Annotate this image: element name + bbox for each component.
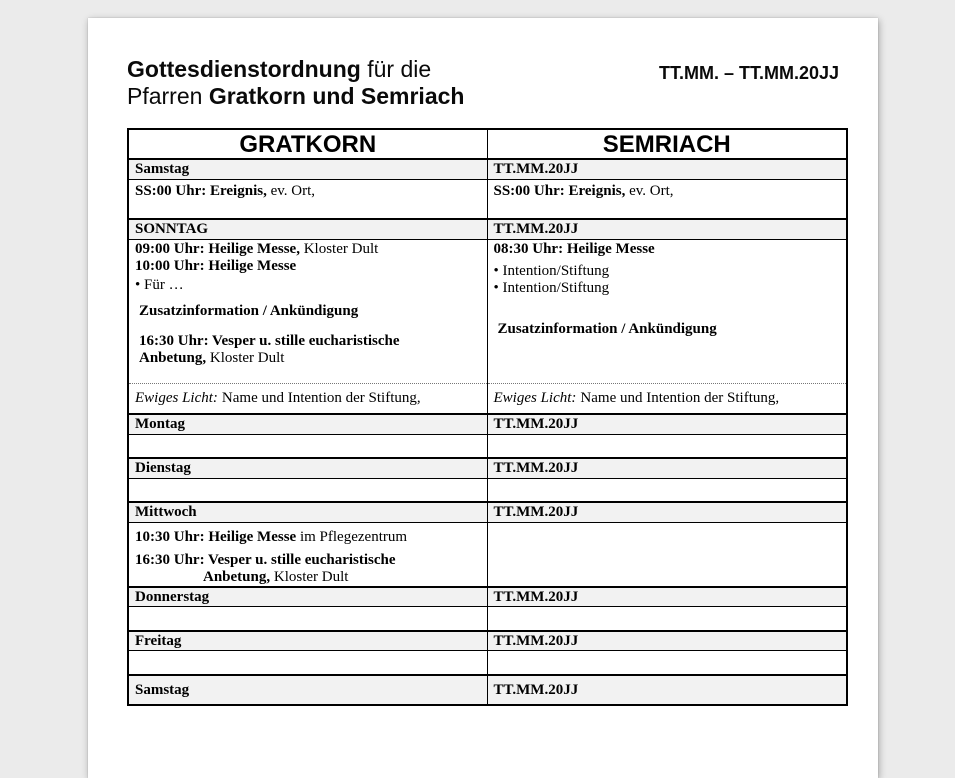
title-bold-part: Gratkorn und Semriach: [208, 83, 465, 109]
saturday-gratkorn-cell: [128, 179, 487, 219]
eternal-light-line: [494, 390, 841, 407]
day-label-cell: [128, 219, 487, 239]
column-header-gratkorn: GRATKORN: [128, 129, 487, 159]
monday-content-row: [128, 434, 847, 458]
wednesday-semriach-cell: [487, 522, 847, 587]
mass-time-title: 10:30 Uhr: Heilige Messe: [135, 528, 297, 545]
additional-info-heading: Zusatzinformation / Ankündigung: [139, 302, 359, 319]
intention-bullet: • Intention/Stiftung: [493, 262, 610, 279]
event-line: [494, 183, 841, 200]
date-placeholder: TT.MM.20JJ: [493, 504, 579, 521]
day-label: Freitag: [135, 632, 182, 649]
date-range-placeholder: TT.MM. – TT.MM.20JJ: [658, 63, 839, 83]
document-page: [88, 18, 878, 778]
event-location: ev. Ort,: [625, 182, 674, 199]
vesper-location: Kloster Dult: [206, 349, 285, 366]
eternal-light-row: [128, 383, 847, 414]
day-label: Dienstag: [135, 460, 191, 477]
wednesday-content-row: [128, 522, 847, 587]
column-header-row: [128, 129, 847, 159]
day-label: Samstag: [135, 161, 190, 178]
day-row-sunday: [128, 219, 847, 239]
date-placeholder: TT.MM.20JJ: [493, 632, 579, 649]
mass-location: im Pflegezentrum: [296, 528, 408, 545]
vesper-line1: 16:30 Uhr: Vesper u. stille eucharistische: [135, 551, 396, 568]
document-header: [127, 56, 846, 110]
column-header-semriach: SEMRIACH: [487, 129, 847, 159]
day-date-cell: [487, 675, 847, 705]
mass-line: 10:00 Uhr: Heilige Messe: [135, 257, 297, 274]
title-regular-part: Pfarren: [127, 83, 209, 109]
day-date-cell: [487, 587, 847, 607]
day-date-cell: [487, 159, 847, 179]
empty-cell: [128, 434, 487, 458]
empty-cell: [487, 434, 847, 458]
day-date-cell: [487, 631, 847, 651]
title-regular-part: für die: [360, 56, 432, 82]
day-label-cell: [128, 675, 487, 705]
date-placeholder: TT.MM.20JJ: [493, 221, 579, 238]
title-bold-part: Gottesdienstordnung: [127, 56, 361, 82]
additional-info-heading: Zusatzinformation / Ankündigung: [497, 320, 717, 337]
empty-cell: [487, 607, 847, 631]
date-placeholder: TT.MM.20JJ: [493, 681, 579, 698]
sunday-content-row: [128, 239, 847, 383]
mass-line: [135, 241, 481, 258]
friday-content-row: [128, 651, 847, 675]
date-placeholder: TT.MM.20JJ: [493, 161, 579, 178]
saturday-content-row: [128, 179, 847, 219]
day-label-cell: [128, 502, 487, 522]
day-date-cell: [487, 458, 847, 478]
empty-cell: [128, 651, 487, 675]
empty-cell: [487, 478, 847, 502]
day-label-cell: [128, 587, 487, 607]
day-label-cell: [128, 414, 487, 434]
day-row-saturday: [128, 159, 847, 179]
event-line: [135, 183, 481, 200]
eternal-light-label: Ewiges Licht:: [135, 389, 218, 406]
eternal-light-gratkorn-cell: [128, 383, 487, 414]
vesper-title: Anbetung,: [139, 349, 207, 366]
intention-bullet: • Intention/Stiftung: [493, 279, 610, 296]
sunday-semriach-cell: [487, 239, 847, 383]
day-label-cell: [128, 159, 487, 179]
day-row-wednesday: [128, 502, 847, 522]
event-location: ev. Ort,: [266, 182, 316, 199]
eternal-light-line: [135, 390, 481, 407]
day-label: Samstag: [135, 681, 190, 698]
mass-location: Kloster Dult: [299, 240, 379, 257]
tuesday-content-row: [128, 478, 847, 502]
day-label: SONNTAG: [135, 221, 209, 238]
day-label: Mittwoch: [135, 504, 197, 521]
vesper-title: Anbetung,: [203, 568, 271, 585]
mass-line: 08:30 Uhr: Heilige Messe: [493, 240, 655, 257]
empty-cell: [128, 607, 487, 631]
schedule-table: [127, 128, 848, 706]
event-time-title: SS:00 Uhr: Ereignis,: [493, 182, 626, 199]
day-row-thursday: [128, 587, 847, 607]
date-placeholder: TT.MM.20JJ: [493, 460, 579, 477]
day-row-friday: [128, 631, 847, 651]
day-row-monday: [128, 414, 847, 434]
day-row-tuesday: [128, 458, 847, 478]
vesper-location: Kloster Dult: [270, 568, 349, 585]
thursday-content-row: [128, 607, 847, 631]
date-placeholder: TT.MM.20JJ: [493, 416, 579, 433]
eternal-light-text: Name und Intention der Stiftung,: [580, 389, 780, 406]
vesper-line2: [203, 569, 481, 586]
day-date-cell: [487, 502, 847, 522]
vesper-line1: 16:30 Uhr: Vesper u. stille eucharistische: [139, 332, 400, 349]
wednesday-gratkorn-cell: [128, 522, 487, 587]
day-label: Montag: [135, 416, 185, 433]
intention-bullet: • Für …: [135, 276, 184, 293]
date-placeholder: TT.MM.20JJ: [493, 588, 579, 605]
empty-cell: [128, 478, 487, 502]
event-time-title: SS:00 Uhr: Ereignis,: [135, 182, 267, 199]
day-label-cell: [128, 631, 487, 651]
empty-cell: [487, 651, 847, 675]
document-title-line2: [127, 83, 846, 110]
day-date-cell: [487, 219, 847, 239]
day-date-cell: [487, 414, 847, 434]
eternal-light-semriach-cell: [487, 383, 847, 414]
mass-time-title: 09:00 Uhr: Heilige Messe,: [135, 240, 300, 257]
mass-line: [135, 529, 481, 546]
sunday-gratkorn-cell: [128, 239, 487, 383]
day-label: Donnerstag: [135, 588, 210, 605]
day-label-cell: [128, 458, 487, 478]
saturday-semriach-cell: [487, 179, 847, 219]
day-row-saturday-2: [128, 675, 847, 705]
eternal-light-text: Name und Intention der Stiftung,: [221, 389, 421, 406]
eternal-light-label: Ewiges Licht:: [493, 389, 577, 406]
vesper-line2: [139, 350, 481, 367]
